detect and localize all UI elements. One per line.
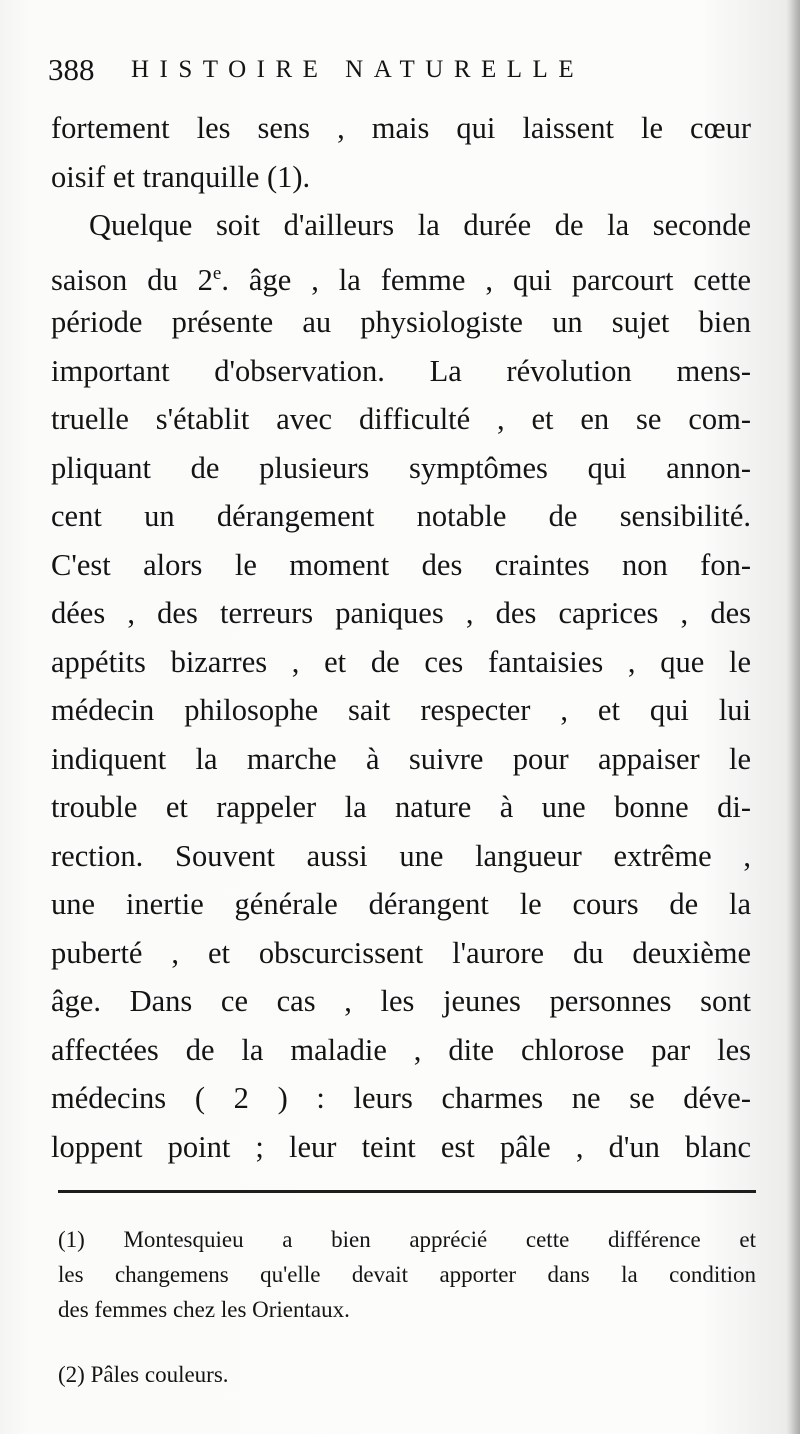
text-line: cent un dérangement notable de sensibilité. bbox=[51, 499, 751, 533]
body-text bbox=[51, 104, 751, 1171]
text-line: indiquent la marche à suivre pour appaiser le bbox=[51, 741, 751, 776]
text-line: rection. Souvent aussi une langueur extrême , bbox=[51, 838, 751, 873]
text-line: âge. Dans ce cas , les jeunes personnes sont bbox=[51, 984, 751, 1018]
text-line bbox=[51, 250, 751, 299]
text-line: puberté , et obscurcissent l'aurore du deuxième bbox=[51, 935, 751, 970]
footnote-1-line: les changemens qu'elle devait apporter dans la condition bbox=[58, 1262, 756, 1287]
text-line: truelle s'établit avec difficulté , et en se com- bbox=[51, 402, 751, 436]
text-line: pliquant de plusieurs symptômes qui annon- bbox=[51, 450, 751, 485]
text-line: fortement les sens , mais qui laissent le cœur bbox=[51, 111, 751, 145]
footnote-rule bbox=[58, 1190, 756, 1193]
text-fragment: . âge , la femme , qui parcourt cette bbox=[221, 262, 751, 297]
text-line: affectées de la maladie , dite chlorose par les bbox=[51, 1032, 751, 1067]
text-line: important d'observation. La révolution mens- bbox=[51, 353, 751, 388]
footnote-2: (2) Pâles couleurs. bbox=[58, 1362, 229, 1387]
text-line: période présente au physiologiste un sujet bien bbox=[51, 305, 751, 339]
footnote-spacer bbox=[58, 1327, 756, 1357]
footnote-1-line: (1) Montesquieu a bien apprécié cette différence et bbox=[58, 1227, 756, 1252]
superscript: e bbox=[212, 262, 222, 284]
text-line: une inertie générale dérangent le cours de la bbox=[51, 887, 751, 921]
running-title: HISTOIRE NATURELLE bbox=[131, 56, 585, 83]
page-number: 388 bbox=[48, 52, 95, 87]
text-fragment: saison du 2 bbox=[51, 262, 213, 297]
text-line: oisif et tranquille (1). bbox=[51, 159, 311, 194]
footnote-1-line: des femmes chez les Orientaux. bbox=[58, 1297, 350, 1322]
text-line: loppent point ; leur teint est pâle , d'un blanc bbox=[51, 1129, 751, 1164]
text-line: appétits bizarres , et de ces fantaisies , que le bbox=[51, 644, 751, 679]
page-edge-shadow bbox=[786, 0, 800, 1434]
text-line: dées , des terreurs paniques , des caprices , des bbox=[51, 596, 751, 630]
running-header bbox=[48, 52, 748, 92]
text-line: médecins ( 2 ) : leurs charmes ne se déve- bbox=[51, 1081, 751, 1115]
text-line: médecin philosophe sait respecter , et qui lui bbox=[51, 693, 751, 727]
text-line: Quelque soit d'ailleurs la durée de la seconde bbox=[89, 208, 751, 242]
text-line: C'est alors le moment des craintes non fon- bbox=[51, 547, 751, 582]
text-line: trouble et rappeler la nature à une bonne di- bbox=[51, 790, 751, 824]
footnotes bbox=[58, 1222, 756, 1392]
